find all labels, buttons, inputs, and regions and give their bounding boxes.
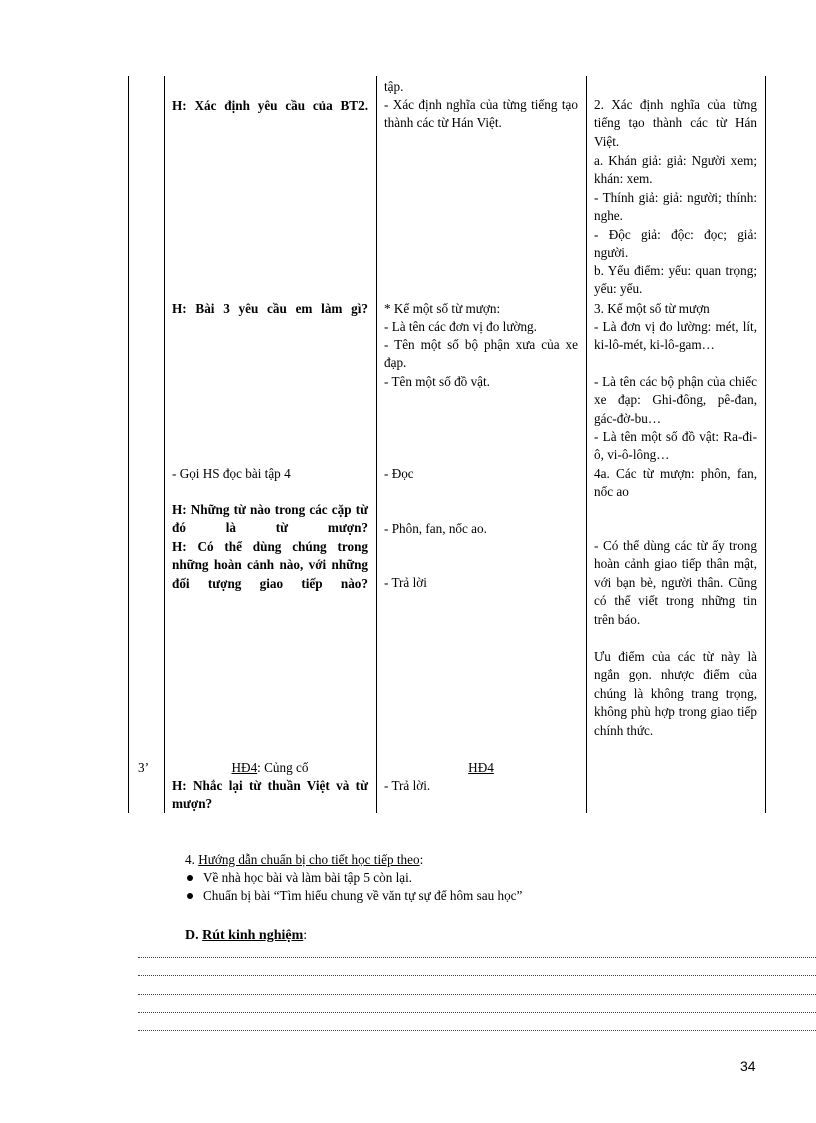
student-bt4b: - Trả lời: [384, 575, 427, 590]
content-bt2-a2: - Thính giả: giả: người; thính: nghe.: [594, 190, 757, 224]
table-border-right: [765, 76, 766, 813]
content-bt3-1: - Là đơn vị đo lường: mét, lít, ki-lô-mét, ki-lô-gam…: [594, 319, 757, 353]
experience-title: Rút kinh nghiệm: [202, 928, 304, 943]
content-bt4a: 4a. Các từ mượn: phôn, fan, nốc ao: [594, 466, 757, 500]
student-bt3-3: - Tên một số đồ vật.: [384, 374, 490, 389]
table-divider-1: [164, 76, 165, 813]
teacher-q-bt2: H: Xác định yêu cầu của BT2.: [172, 98, 368, 113]
experience-heading: [185, 927, 307, 945]
experience-letter: D.: [185, 928, 199, 943]
teacher-q-hd4: H: Nhắc lại từ thuần Việt và từ mượn?: [172, 778, 368, 812]
notes-line-2: [138, 975, 816, 976]
student-bt3-title: * Kể một số từ mượn:: [384, 301, 501, 316]
student-top: tập.: [384, 79, 404, 94]
student-bt4a: - Phôn, fan, nốc ao.: [384, 521, 487, 536]
teacher-q-bt4b: H: Có thể dùng chúng trong những hoàn cảnh nào, với những đối tượng giao tiếp nào?: [172, 539, 368, 591]
student-bt3-2: - Tên một số bộ phận xưa của xe đạp.: [384, 337, 578, 371]
homework-colon: :: [419, 852, 424, 867]
content-bt2-title: 2. Xác định nghĩa của từng tiếng tạo thành các từ Hán Việt.: [594, 97, 757, 149]
content-bt2-a: a. Khán giả: giả: Người xem; khán: xem.: [594, 153, 757, 187]
teacher-hd4-rest: : Củng cố: [257, 760, 309, 775]
homework-item-1: Về nhà học bài và làm bài tập 5 còn lại.: [185, 869, 745, 887]
teacher-hd4-label: HĐ4: [231, 760, 258, 775]
student-bt3-1: - Là tên các đơn vị đo lường.: [384, 319, 537, 334]
homework-heading: [185, 851, 745, 869]
teacher-hd4-heading: [172, 759, 368, 777]
page-number: 34: [740, 1058, 756, 1074]
student-hd4-answer: - Trả lời.: [384, 778, 431, 793]
student-bt4-read: - Đọc: [384, 466, 414, 481]
notes-line-3: [138, 994, 816, 995]
notes-line-1: [138, 957, 816, 958]
teacher-bt4-read: - Gọi HS đọc bài tập 4: [172, 466, 291, 481]
homework-number: 4.: [185, 852, 195, 867]
notes-line-4: [138, 1012, 816, 1013]
student-hd4-label: HĐ4: [468, 760, 494, 775]
content-bt2-a3: - Độc giả: độc: đọc; giả: người.: [594, 227, 757, 261]
content-bt4b: - Có thể dùng các từ ấy trong hoàn cảnh giao tiếp thân mật, với bạn bè, người thân. Cũng có thể viết trong những tin trên báo.: [594, 538, 757, 627]
table-border-left: [128, 76, 129, 813]
student-bt2: - Xác định nghĩa của từng tiếng tạo thành các từ Hán Việt.: [384, 97, 578, 131]
notes-line-5: [138, 1030, 816, 1031]
teacher-q-bt4a: H: Những từ nào trong các cặp từ đó là từ mượn?: [172, 502, 368, 536]
time-hd4: 3’: [138, 760, 149, 775]
table-divider-2: [376, 76, 377, 813]
content-bt3-title: 3. Kể một số từ mượn: [594, 301, 710, 316]
teacher-q-bt3: H: Bài 3 yêu cầu em làm gì?: [172, 301, 368, 316]
table-divider-3: [586, 76, 587, 813]
content-bt3-2: - Là tên các bộ phận của chiếc xe đạp: Ghi-đông, pê-đan, gác-đờ-bu…: [594, 374, 757, 426]
content-bt4c: Ưu điểm của các từ này là ngắn gọn. nhược điểm của chúng là không trang trọng, không phù hợp trong giao tiếp chính thức.: [594, 649, 757, 738]
content-bt2-b: b. Yếu điểm: yếu: quan trọng; yếu: yếu.: [594, 263, 757, 297]
homework-item-2: Chuẩn bị bài “Tìm hiểu chung về văn tự sự để hôm sau học”: [185, 887, 745, 905]
lesson-table: [128, 76, 766, 813]
content-bt3-3: - Là tên một số đồ vật: Ra-đi-ô, vi-ô-lông…: [594, 429, 757, 463]
homework-title: Hướng dẫn chuẩn bị cho tiết học tiếp theo: [198, 852, 420, 867]
experience-colon: :: [303, 928, 308, 943]
homework-section: [185, 851, 745, 905]
